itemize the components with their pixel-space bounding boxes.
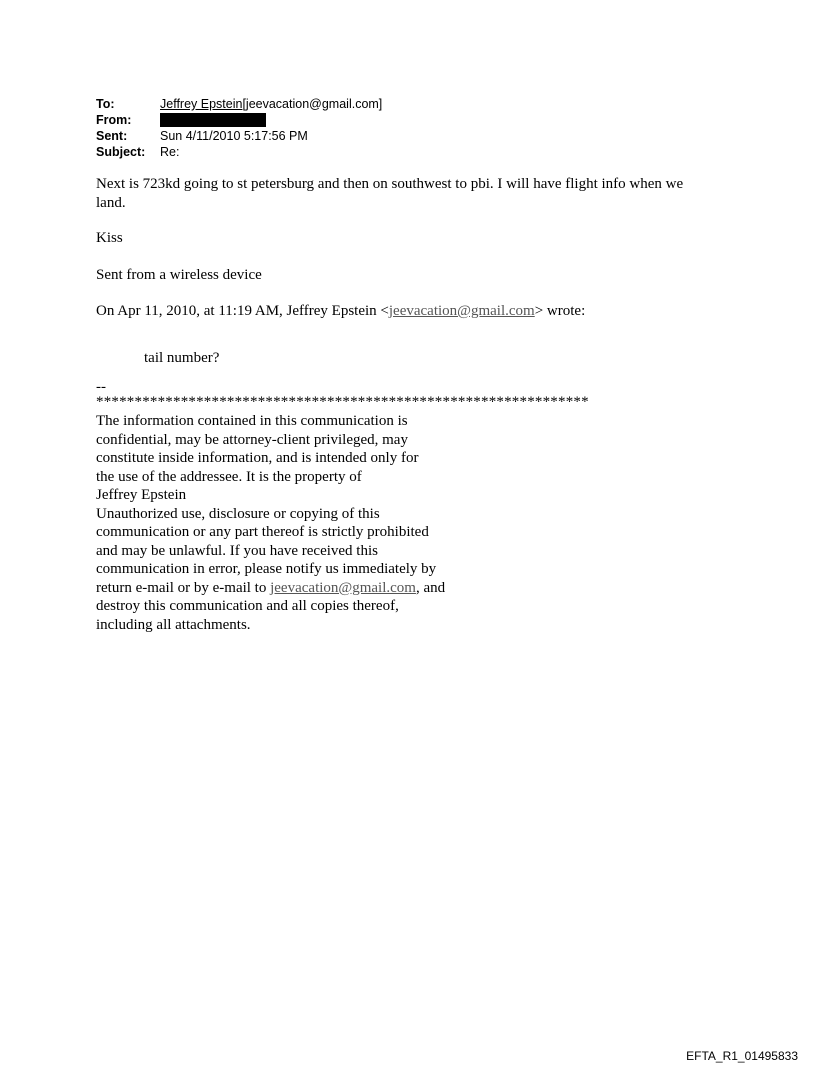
message-paragraph: [96, 175, 736, 212]
signature-separator: --: [96, 379, 106, 395]
to-value: [160, 97, 382, 113]
disclaimer-line: the use of the addressee. It is the property of: [96, 468, 362, 485]
to-email: [jeevacation@gmail.com]: [242, 97, 383, 111]
disclaimer-line: destroy this communication and all copies thereof,: [96, 598, 399, 614]
confidentiality-disclaimer: [96, 412, 476, 634]
signature-line: Sent from a wireless device: [96, 266, 262, 283]
disclaimer-email-line: [96, 579, 476, 598]
from-label: From:: [96, 112, 132, 127]
quote-intro: [96, 302, 736, 321]
email-body: [96, 175, 736, 634]
kiss-line: Kiss: [96, 230, 123, 246]
from-value: [160, 113, 266, 130]
disclaimer-line: communication or any part thereof is strictly prohibited: [96, 524, 429, 540]
sent-value: Sun 4/11/2010 5:17:56 PM: [160, 129, 308, 143]
disclaimer-email-suffix: , and: [415, 579, 446, 596]
sent-label: Sent:: [96, 129, 128, 143]
quote-intro-prefix: On Apr 11, 2010, at 11:19 AM, Jeffrey Epstein <: [96, 303, 389, 319]
to-label: To:: [96, 97, 115, 111]
message-line-1: Next is 723kd going to st petersburg and then on southwest to pbi. I will have flight info when we: [96, 176, 684, 192]
sent-row: [96, 129, 382, 145]
to-name: Jeffrey Epstein: [160, 97, 243, 111]
document-id: EFTA_R1_01495833: [686, 1049, 798, 1063]
quote-intro-email-link[interactable]: jeevacation@gmail.com: [388, 303, 535, 319]
disclaimer-line: Jeffrey Epstein: [96, 487, 187, 503]
disclaimer-line: The information contained in this communication is: [96, 413, 408, 429]
disclaimer-line: Unauthorized use, disclosure or copying of this: [96, 505, 380, 522]
redaction-box: [160, 113, 266, 127]
message-line-2: land.: [96, 194, 126, 211]
quote-intro-suffix: > wrote:: [534, 303, 586, 319]
disclaimer-line: including all attachments.: [96, 616, 251, 633]
disclaimer-line: and may be unlawful. If you have received this: [96, 542, 378, 559]
email-header: [96, 97, 382, 160]
subject-label: Subject:: [96, 144, 146, 159]
subject-value: Re:: [160, 144, 180, 159]
disclaimer-line: confidential, may be attorney-client privileged, may: [96, 431, 408, 448]
asterisk-divider: ****************************************************************: [96, 394, 589, 410]
from-row: [96, 113, 382, 130]
disclaimer-line: communication in error, please notify us immediately by: [96, 561, 437, 577]
disclaimer-email-prefix: return e-mail or by e-mail to: [96, 579, 271, 596]
disclaimer-line: constitute inside information, and is intended only for: [96, 450, 419, 466]
subject-row: [96, 145, 382, 161]
to-row: [96, 97, 382, 113]
quoted-text: tail number?: [144, 349, 220, 366]
disclaimer-email-link[interactable]: jeevacation@gmail.com: [270, 579, 416, 596]
